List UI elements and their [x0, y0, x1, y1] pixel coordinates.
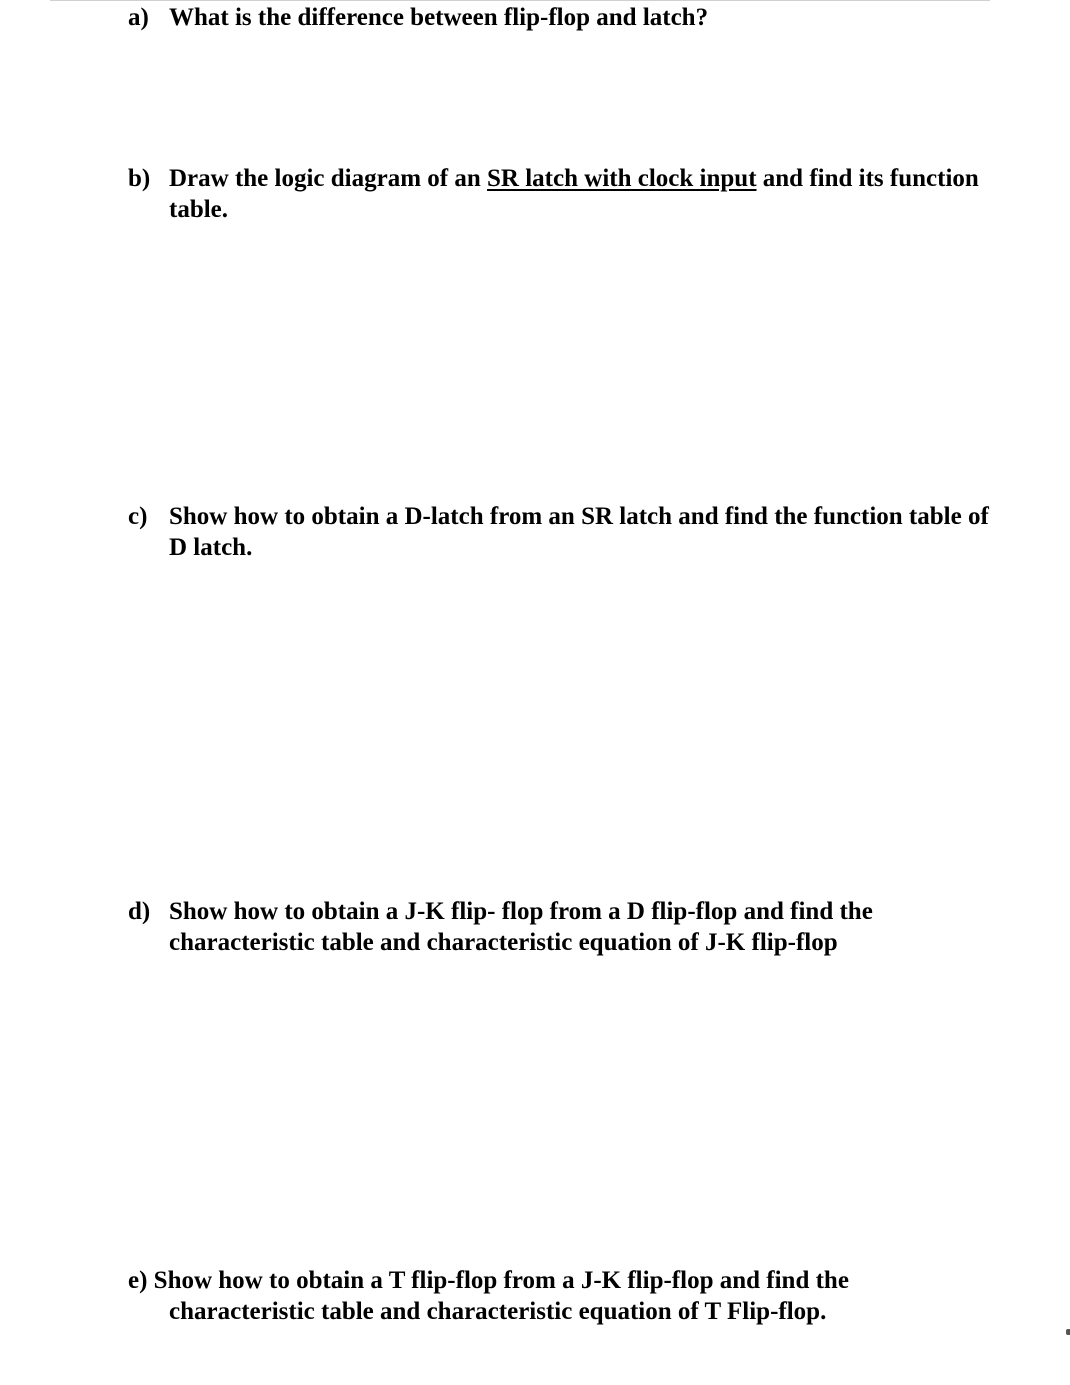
question-a-label: a) [128, 4, 149, 31]
question-b-text-after: and find its function [756, 165, 979, 192]
question-c-line1: Show how to obtain a D-latch from an SR latch and find the function table of [169, 503, 989, 530]
page-edge-mark [1066, 1329, 1070, 1335]
question-b-line1 [169, 163, 979, 194]
question-e-line1: e) Show how to obtain a T flip-flop from a J-K flip-flop and find the [128, 1267, 849, 1294]
question-b-line2: table. [169, 196, 229, 223]
question-e [128, 1265, 849, 1327]
question-d-line2: characteristic table and characteristic equation of J-K flip-flop [169, 929, 838, 956]
question-a-text: What is the difference between flip-flop and latch? [169, 4, 709, 31]
question-b [128, 163, 979, 225]
top-rule [50, 0, 990, 1]
question-a [128, 2, 708, 33]
question-d-line1: Show how to obtain a J-K flip- flop from a D flip-flop and find the [169, 898, 873, 925]
question-c-label: c) [128, 503, 148, 530]
question-b-text-before: Draw the logic diagram of an [169, 165, 488, 192]
question-b-label: b) [128, 165, 151, 192]
question-c-line2: D latch. [169, 534, 253, 561]
question-d-label: d) [128, 898, 151, 925]
question-c [128, 501, 989, 563]
question-e-line2: characteristic table and characteristic equation of T Flip-flop. [169, 1298, 827, 1325]
question-d [128, 896, 873, 958]
question-b-underlined-term: SR latch with clock input [487, 165, 757, 192]
